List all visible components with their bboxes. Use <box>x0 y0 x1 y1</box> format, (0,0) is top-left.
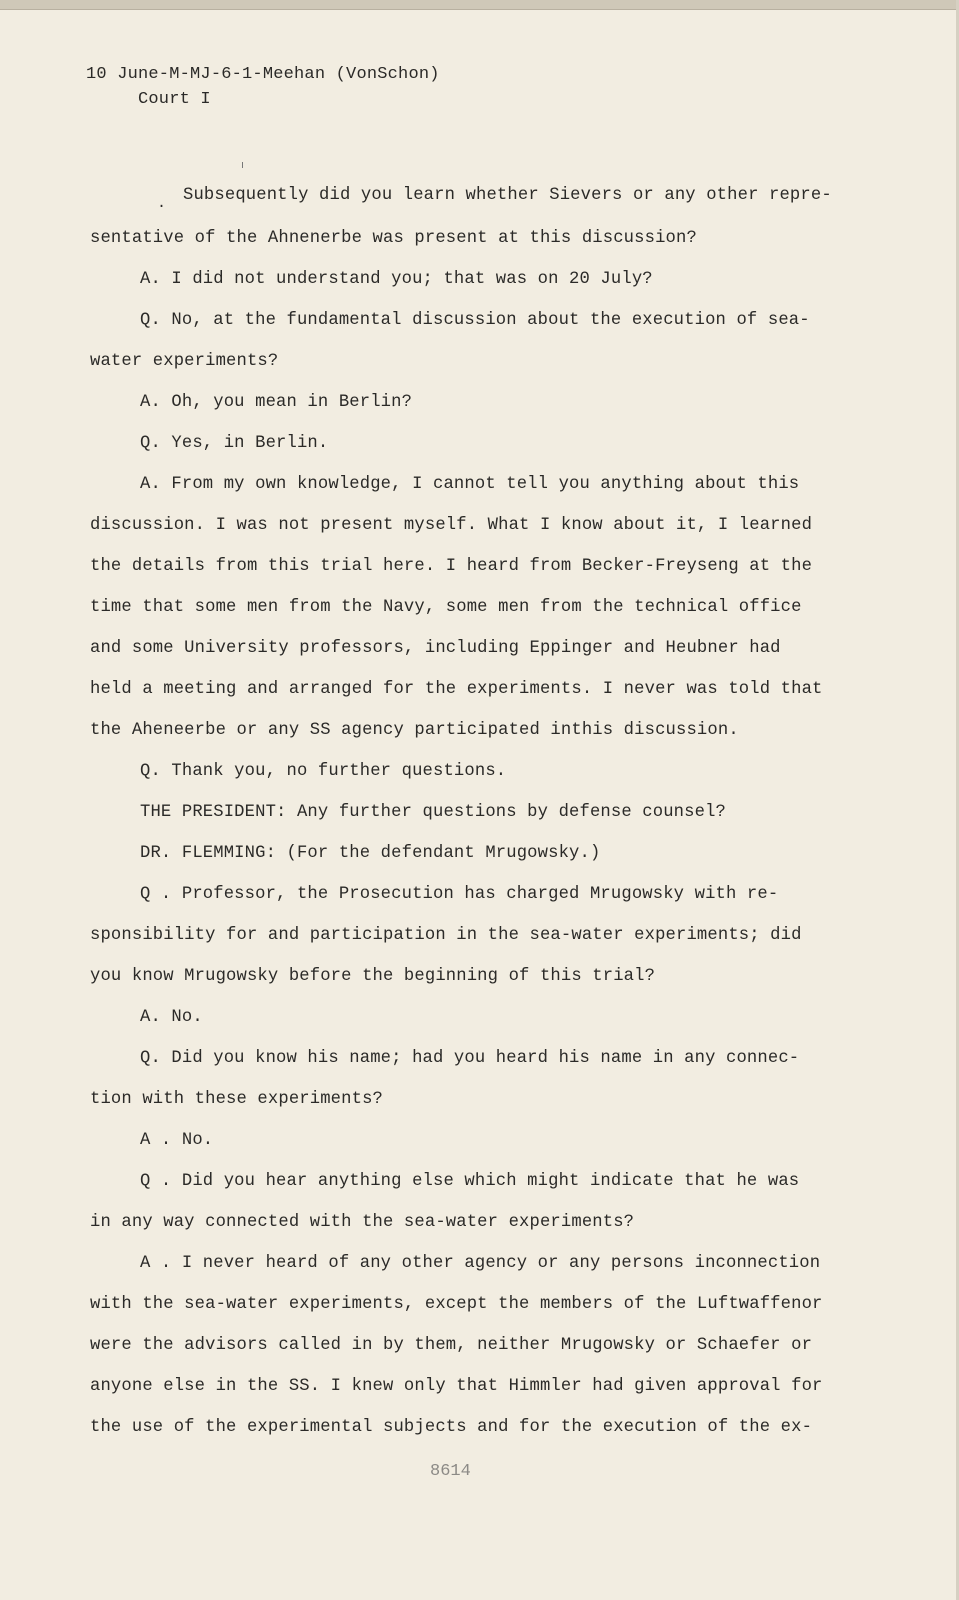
transcript-line: you know Mrugowsky before the beginning of this trial? <box>90 967 656 986</box>
transcript-line: Q. Yes, in Berlin. <box>140 434 329 453</box>
transcript-line: tion with these experiments? <box>90 1090 383 1109</box>
transcript-line: discussion. I was not present myself. What I know about it, I learned <box>90 516 813 535</box>
transcript-line: the details from this trial here. I heard from Becker-Freyseng at the <box>90 557 813 576</box>
transcript-line: THE PRESIDENT: Any further questions by defense counsel? <box>140 803 726 822</box>
stray-mark <box>242 162 243 168</box>
page-number: 8614 <box>430 1462 471 1481</box>
transcript-line: A. No. <box>140 1008 203 1027</box>
transcript-line: Q. Thank you, no further questions. <box>140 762 507 781</box>
transcript-line: water experiments? <box>90 352 279 371</box>
transcript-line: DR. FLEMMING: (For the defendant Mrugowsky.) <box>140 844 601 863</box>
transcript-line: the Aheneerbe or any SS agency participated inthis discussion. <box>90 721 739 740</box>
transcript-line: the use of the experimental subjects and for the execution of the ex- <box>90 1418 813 1437</box>
transcript-line: A. From my own knowledge, I cannot tell you anything about this <box>140 475 800 494</box>
page-top-edge <box>0 0 959 10</box>
transcript-line: A. I did not understand you; that was on 20 July? <box>140 270 653 289</box>
transcript-line: Q . Professor, the Prosecution has charged Mrugowsky with re- <box>140 885 779 904</box>
header-court-line: Court I <box>138 90 211 109</box>
transcript-line: in any way connected with the sea-water experiments? <box>90 1213 635 1232</box>
page-header <box>86 62 440 112</box>
margin-dot: . <box>157 195 167 212</box>
transcript-line: held a meeting and arranged for the experiments. I never was told that <box>90 680 823 699</box>
transcript-line: and some University professors, including Eppinger and Heubner had <box>90 639 781 658</box>
transcript-line: Q . Did you hear anything else which might indicate that he was <box>140 1172 800 1191</box>
transcript-line: time that some men from the Navy, some men from the technical office <box>90 598 802 617</box>
transcript-line: A . No. <box>140 1131 214 1150</box>
transcript-line: sentative of the Ahnenerbe was present at this discussion? <box>90 229 697 248</box>
transcript-line: were the advisors called in by them, neither Mrugowsky or Schaefer or <box>90 1336 813 1355</box>
transcript-line: sponsibility for and participation in the sea-water experiments; did <box>90 926 802 945</box>
transcript-line: A. Oh, you mean in Berlin? <box>140 393 413 412</box>
header-session-line: 10 June-M-MJ-6-1-Meehan (VonSchon) <box>86 65 440 84</box>
transcript-line: A . I never heard of any other agency or any persons inconnection <box>140 1254 821 1273</box>
transcript-line: Subsequently did you learn whether Sievers or any other repre- <box>183 186 832 205</box>
transcript-line: Q. Did you know his name; had you heard his name in any connec- <box>140 1049 800 1068</box>
transcript-line: Q. No, at the fundamental discussion about the execution of sea- <box>140 311 810 330</box>
transcript-line: anyone else in the SS. I knew only that Himmler had given approval for <box>90 1377 823 1396</box>
transcript-line: with the sea-water experiments, except the members of the Luftwaffenor <box>90 1295 823 1314</box>
